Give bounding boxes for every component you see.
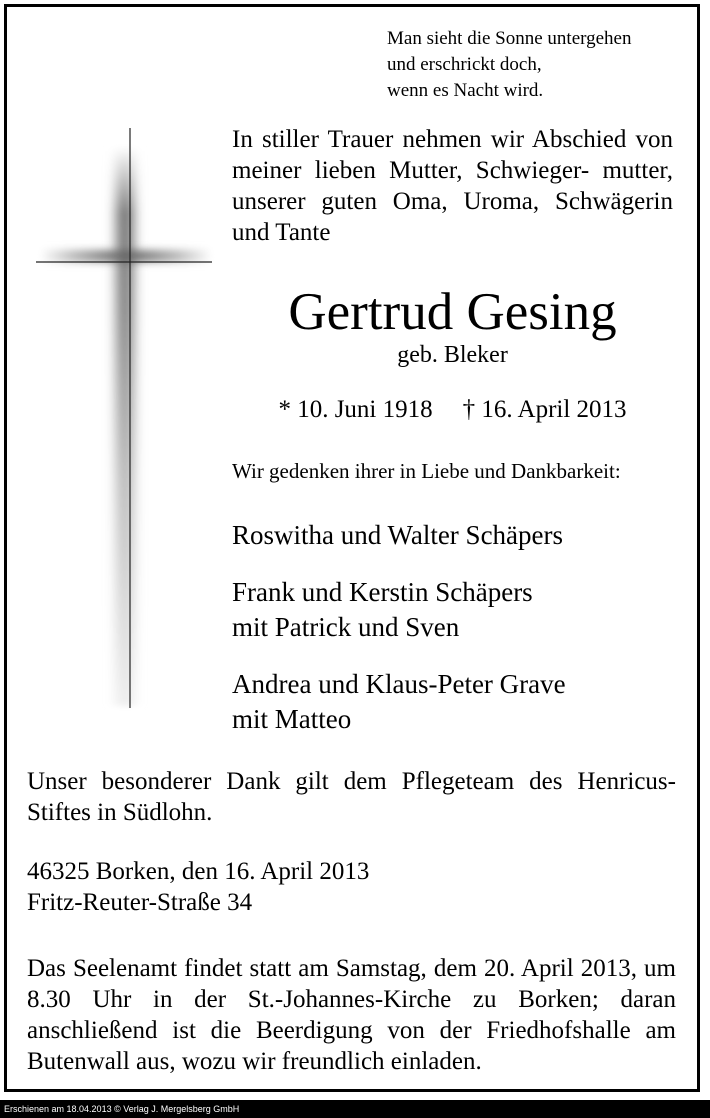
mourner-line: mit Matteo <box>232 704 352 734</box>
motto-line: und erschrickt doch, <box>387 54 542 75</box>
intro-text: In stiller Trauer nehmen wir Abschied von meiner lieben Mutter, Schwieger- mutter, unserer guten Oma, Uroma, Schwägerin und Tante <box>232 126 673 246</box>
commemoration-line: Wir gedenken ihrer in Liebe und Dankbarkeit: <box>232 459 621 483</box>
mourner-group <box>232 518 692 553</box>
deceased-name: Gertrud Gesing <box>288 283 617 341</box>
mourner-line: mit Patrick und Sven <box>232 612 460 642</box>
mourner-line: Frank und Kerstin Schäpers <box>232 577 533 607</box>
mourner-group <box>232 575 692 645</box>
motto <box>387 26 632 104</box>
mourner-line: Andrea und Klaus-Peter Grave <box>232 669 566 699</box>
mourner-group <box>232 667 692 737</box>
mourner-line: Roswitha und Walter Schäpers <box>232 520 564 550</box>
publication-footer: Erschienen am 18.04.2013 © Verlag J. Mergelsberg GmbH <box>0 1100 710 1118</box>
address-line: Fritz-Reuter-Straße 34 <box>27 889 253 916</box>
motto-line: Man sieht die Sonne untergehen <box>387 28 632 49</box>
address-line: 46325 Borken, den 16. April 2013 <box>27 858 370 885</box>
birth-date: * 10. Juni 1918 <box>278 396 433 423</box>
mourners-list <box>232 518 692 759</box>
life-dates <box>232 394 673 426</box>
service-text: Das Seelenamt findet statt am Samstag, dem 20. April 2013, um 8.30 Uhr in der St.-Johannes-Kirche zu Borken; daran anschließend ist die Beerdigung von der Friedhofshalle am Butenwall aus, wozu wir freundlich einladen. <box>27 955 676 1075</box>
death-date: † 16. April 2013 <box>462 396 627 423</box>
motto-line: wenn es Nacht wird. <box>387 80 544 101</box>
cross-icon <box>30 126 220 712</box>
birth-name: geb. Bleker <box>397 342 508 368</box>
thanks-text: Unser besonderer Dank gilt dem Pflegeteam des Henricus- Stiftes in Südlohn. <box>27 768 676 826</box>
address-block <box>27 856 676 918</box>
